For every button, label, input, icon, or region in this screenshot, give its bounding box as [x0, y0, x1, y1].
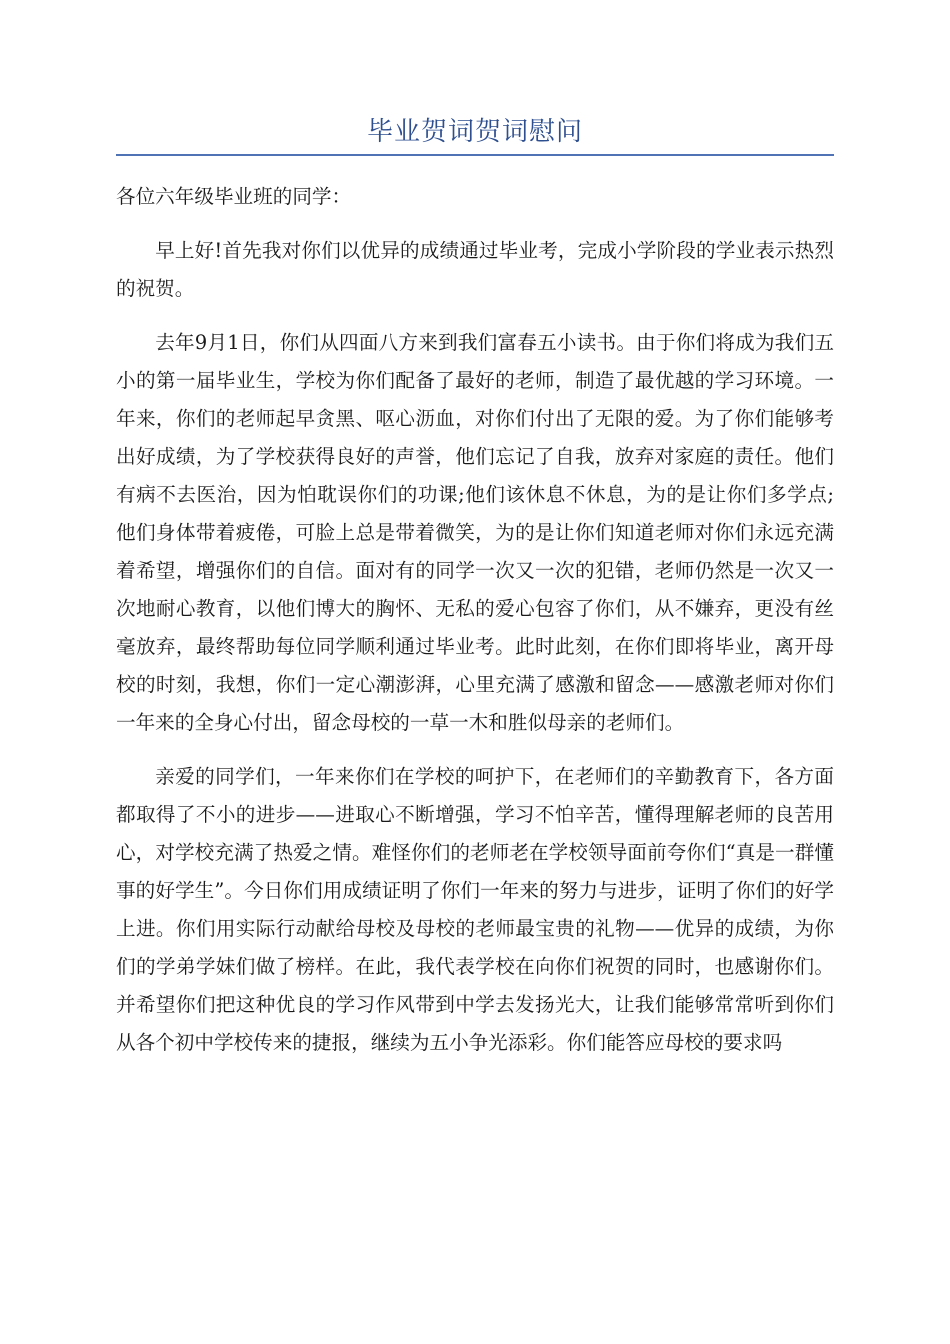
document-title: 毕业贺词贺词慰问 — [366, 117, 583, 147]
paragraph-teachers: 去年9月1日，你们从四面八方来到我们富春五小读书。由于你们将成为我们五小的第一届毕业生，学校为你们配备了最好的老师，制造了最优越的学习环境。一年来，你们的老师起早贪黑、呕心沥血，对你们付出了无限的爱。为了你们能够考出好成绩，为了学校获得良好的声誉，他们忘记了自我，放弃对家庭的责任。他们有病不去医治，因为怕耽误你们的功课;他们该休息不休息，为的是让你们多学点;他们身体带着疲倦，可脸上总是带着微笑，为的是让你们知道老师对你们永远充满着希望，增强你们的自信。面对有的同学一次又一次的犯错，老师仍然是一次又一次地耐心教育，以他们博大的胸怀、无私的爱心包容了你们，从不嫌弃，更没有丝毫放弃，最终帮助每位同学顺利通过毕业考。此时此刻，在你们即将毕业，离开母校的时刻，我想，你们一定心潮澎湃，心里充满了感激和留念——感激老师对你们一年来的全身心付出，留念母校的一草一木和胜似母亲的老师们。 — [116, 331, 834, 734]
paragraph-progress: 亲爱的同学们，一年来你们在学校的呵护下，在老师们的辛勤教育下，各方面都取得了不小的进步——进取心不断增强，学习不怕辛苦，懂得理解老师的良苦用心，对学校充满了热爱之情。难怪你们的老师老在学校领导面前夸你们“真是一群懂事的好学生”。今日你们用成绩证明了你们一年来的努力与进步，证明了你们的好学上进。你们用实际行动献给母校及母校的老师最宝贵的礼物——优异的成绩，为你们的学弟学妹们做了榜样。在此，我代表学校在向你们祝贺的同时，也感谢你们。并希望你们把这种优良的学习作风带到中学去发扬光大，让我们能够常常听到你们从各个初中学校传来的捷报，继续为五小争光添彩。你们能答应母校的要求吗 — [116, 765, 834, 1054]
salutation: 各位六年级毕业班的同学： — [116, 185, 352, 208]
title-underline — [116, 154, 834, 156]
paragraph-greeting: 早上好!首先我对你们以优异的成绩通过毕业考，完成小学阶段的学业表示热烈的祝贺。 — [116, 239, 834, 300]
document-body — [116, 178, 834, 1062]
